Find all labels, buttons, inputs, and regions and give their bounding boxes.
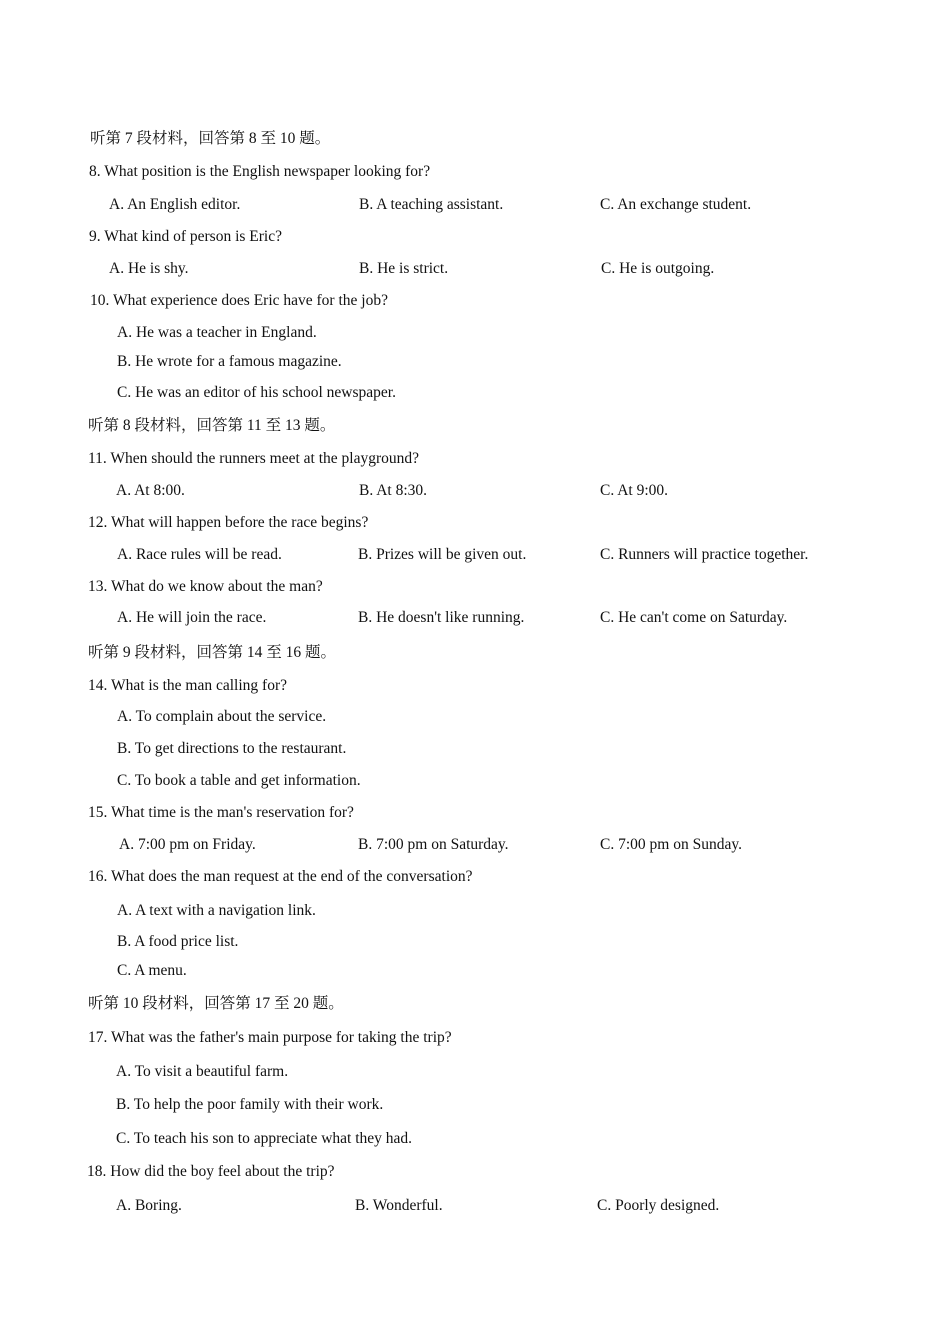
- answer-option: B. To get directions to the restaurant.: [117, 740, 347, 757]
- answer-option: C. To book a table and get information.: [117, 772, 361, 789]
- question-stem: 13. What do we know about the man?: [88, 578, 323, 595]
- answer-option: A. A text with a navigation link.: [117, 902, 316, 919]
- section-heading: 听第 9 段材料，回答第 14 至 16 题。: [88, 644, 337, 661]
- question-stem: 9. What kind of person is Eric?: [89, 228, 282, 245]
- question-stem: 18. How did the boy feel about the trip?: [87, 1163, 335, 1180]
- question-stem: 14. What is the man calling for?: [88, 677, 288, 694]
- answer-option: B. He wrote for a famous magazine.: [117, 353, 342, 370]
- answer-option: C. Poorly designed.: [597, 1197, 720, 1214]
- answer-option: C. Runners will practice together.: [600, 546, 809, 563]
- answer-option: C. He can't come on Saturday.: [600, 609, 788, 626]
- answer-option: C. A menu.: [117, 962, 187, 979]
- answer-option: C. He was an editor of his school newspaper.: [117, 384, 396, 401]
- answer-option: B. He doesn't like running.: [358, 609, 525, 626]
- answer-option: A. He will join the race.: [117, 609, 267, 626]
- answer-option: C. An exchange student.: [600, 196, 752, 213]
- question-stem: 10. What experience does Eric have for the job?: [90, 292, 388, 309]
- answer-option: A. At 8:00.: [116, 482, 185, 499]
- question-stem: 15. What time is the man's reservation for?: [88, 804, 354, 821]
- answer-option: C. He is outgoing.: [601, 260, 715, 277]
- answer-option: A. To complain about the service.: [117, 708, 327, 725]
- section-heading: 听第 7 段材料，回答第 8 至 10 题。: [90, 130, 331, 147]
- answer-option: A. Boring.: [116, 1197, 182, 1214]
- answer-option: C. To teach his son to appreciate what they had.: [116, 1130, 413, 1147]
- answer-option: A. An English editor.: [109, 196, 241, 213]
- answer-option: B. Wonderful.: [355, 1197, 443, 1214]
- answer-option: A. Race rules will be read.: [117, 546, 282, 563]
- answer-option: B. At 8:30.: [359, 482, 428, 499]
- question-stem: 17. What was the father's main purpose for taking the trip?: [88, 1029, 452, 1046]
- answer-option: B. A teaching assistant.: [359, 196, 504, 213]
- answer-option: A. 7:00 pm on Friday.: [119, 836, 256, 853]
- question-stem: 16. What does the man request at the end of the conversation?: [88, 868, 473, 885]
- question-stem: 11. When should the runners meet at the playground?: [88, 450, 420, 467]
- answer-option: B. He is strict.: [359, 260, 449, 277]
- answer-option: A. He is shy.: [109, 260, 189, 277]
- answer-option: C. At 9:00.: [600, 482, 669, 499]
- answer-option: B. 7:00 pm on Saturday.: [358, 836, 509, 853]
- answer-option: A. To visit a beautiful farm.: [116, 1063, 289, 1080]
- answer-option: A. He was a teacher in England.: [117, 324, 317, 341]
- question-stem: 8. What position is the English newspaper looking for?: [89, 163, 431, 180]
- question-stem: 12. What will happen before the race begins?: [88, 514, 369, 531]
- section-heading: 听第 8 段材料，回答第 11 至 13 题。: [88, 417, 336, 434]
- answer-option: B. Prizes will be given out.: [358, 546, 527, 563]
- answer-option: C. 7:00 pm on Sunday.: [600, 836, 742, 853]
- section-heading: 听第 10 段材料，回答第 17 至 20 题。: [88, 995, 344, 1012]
- answer-option: B. A food price list.: [117, 933, 239, 950]
- answer-option: B. To help the poor family with their work.: [116, 1096, 384, 1113]
